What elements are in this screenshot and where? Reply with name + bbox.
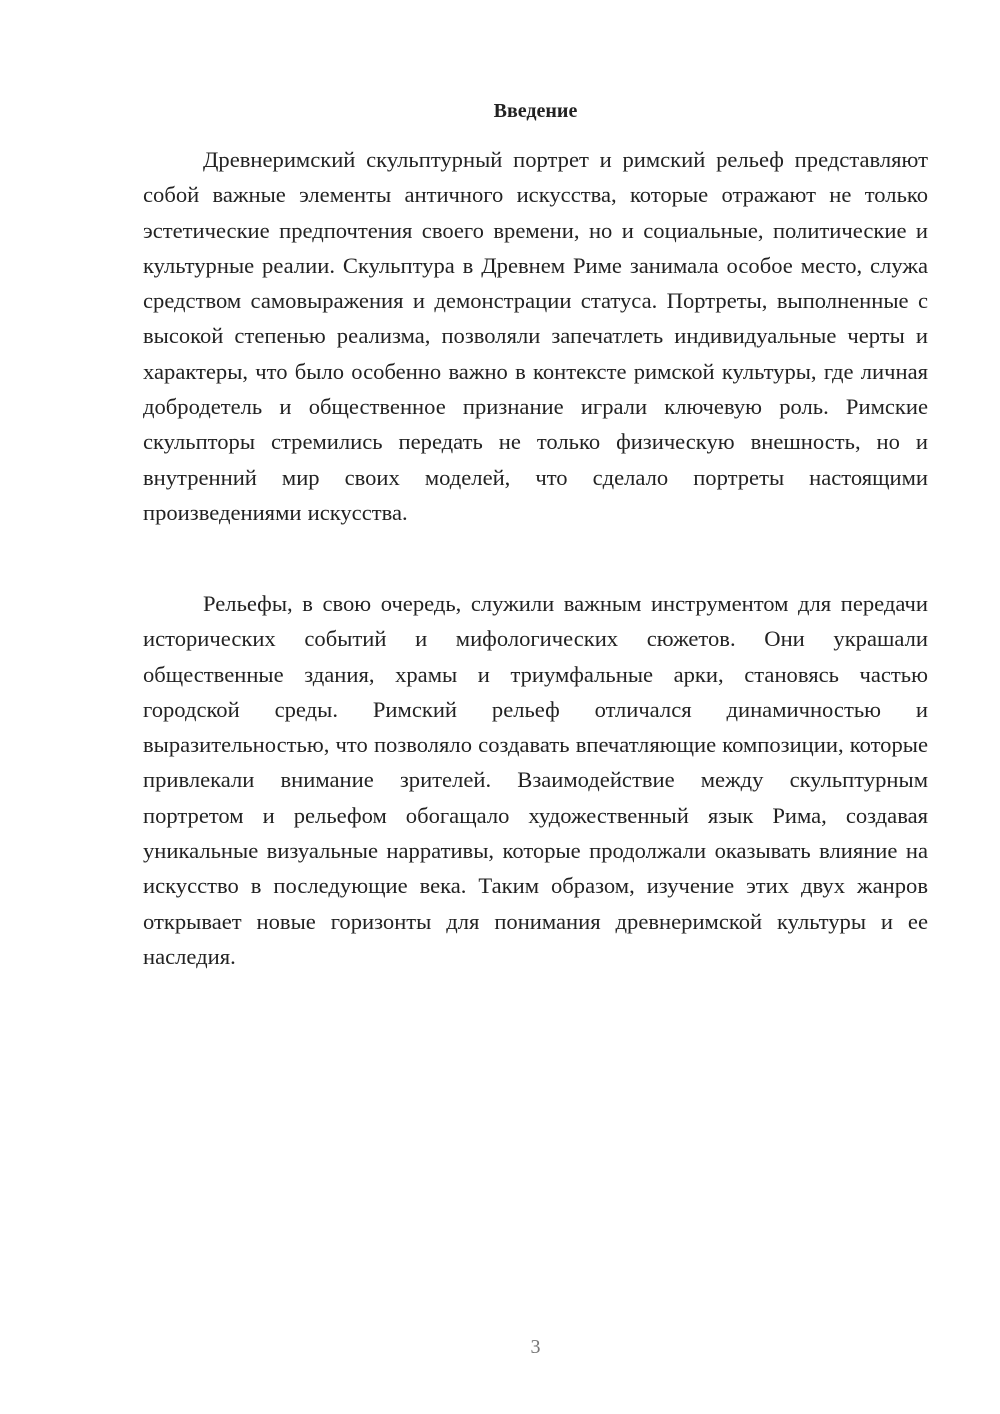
- section-heading: Введение: [493, 100, 578, 122]
- paragraph-1: Древнеримский скульптурный портрет и римский рельеф представляют собой важные элементы античного искусства, которые отражают не только эстетические предпочтения своего времени, но и социальные, политические и культурные реалии. Скульптура в Древнем Риме занимала особое место, служа средством самовыражения и демонстрации статуса. Портреты, выполненные с высокой степенью реализма, позволяли запечатлеть индивидуальные черты и характеры, что было особенно важно в контексте римской культуры, где личная добродетель и общественное признание играли ключевую роль. Римские скульпторы стремились передать не только физическую внешность, но и внутренний мир своих моделей, что сделало портреты настоящими произведениями искусства.: [143, 147, 928, 525]
- page-number: 3: [530, 1336, 541, 1358]
- paragraph-2: Рельефы, в свою очередь, служили важным инструментом для передачи исторических событий и мифологических сюжетов. Они украшали общественные здания, храмы и триумфальные арки, становясь частью городской среды. Римский рельеф отличался динамичностью и выразительностью, что позволяло создавать впечатляющие композиции, которые привлекали внимание зрителей. Взаимодействие между скульптурным портретом и рельефом обогащало художественный язык Рима, создавая уникальные визуальные нарративы, которые продолжали оказывать влияние на искусство в последующие века. Таким образом, изучение этих двух жанров открывает новые горизонты для понимания древнеримской культуры и ее наследия.: [143, 591, 928, 969]
